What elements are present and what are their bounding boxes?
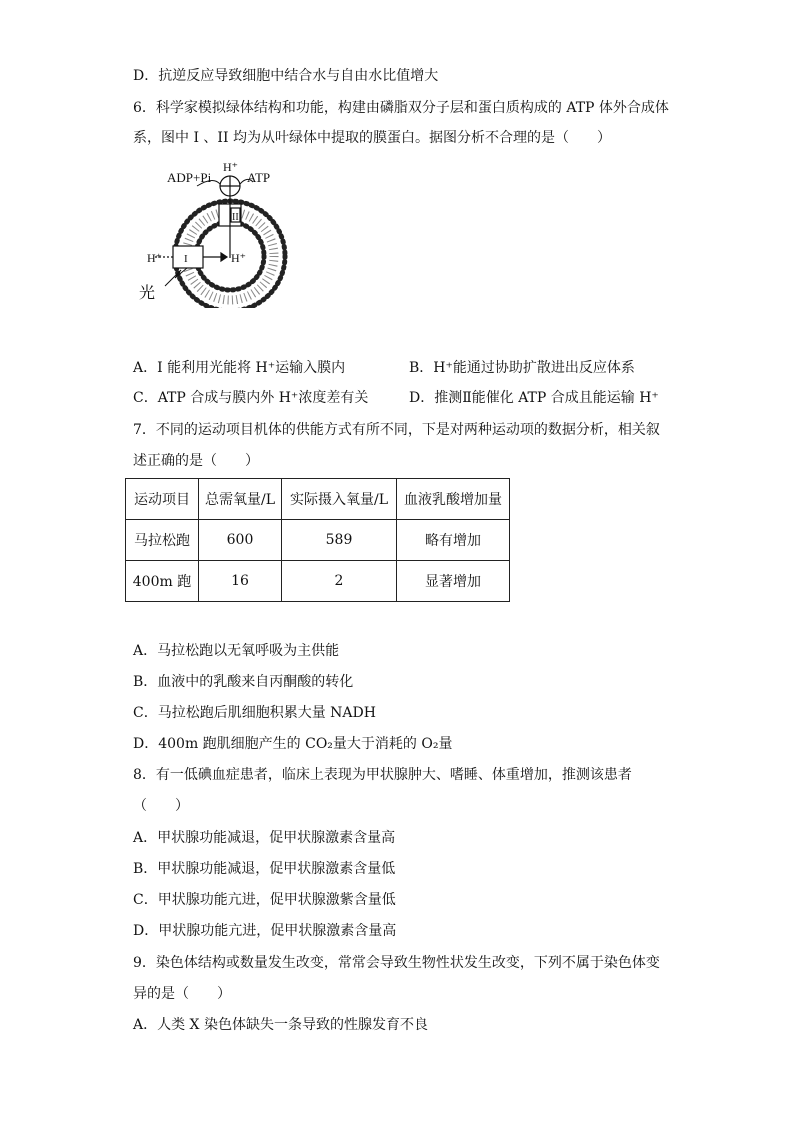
q6-options-row1	[133, 358, 663, 378]
membrane-diagram	[135, 158, 295, 308]
table-header-row	[126, 479, 510, 520]
label-atp: ATP	[247, 170, 271, 185]
q9-stem-line1: 9．染色体结构或数量发生改变，常常会导致生物性状发生改变，下列不属于染色体变	[133, 955, 660, 971]
q6-stem-line2: 系，图中 I 、II 均为从叶绿体中提取的膜蛋白。据图分析不合理的是（ ）	[133, 130, 611, 146]
q8-stem-line1: 8．有一低碘血症患者，临床上表现为甲状腺肿大、嗜睡、体重增加，推测该患者	[133, 767, 632, 783]
table-cell: 略有增加	[397, 520, 510, 561]
q8-option-d: D．甲状腺功能亢进，促甲状腺激素含量高	[133, 923, 397, 939]
table-cell: 马拉松跑	[126, 520, 199, 561]
label-light: 光	[139, 285, 156, 302]
label-protein-2: II	[232, 212, 239, 223]
label-adp-pi: ADP+Pi	[167, 170, 212, 185]
q9-option-a: A．人类 X 染色体缺失一条导致的性腺发育不良	[133, 1017, 428, 1033]
table-header-cell: 运动项目	[126, 479, 199, 520]
label-h-center: H⁺	[231, 251, 246, 265]
label-protein-1: I	[184, 253, 188, 265]
q8-option-b: B．甲状腺功能减退，促甲状腺激素含量低	[133, 861, 396, 877]
protein-i	[155, 246, 227, 268]
q7-stem-line1: 7．不同的运动项目机体的供能方式有所不同，下是对两种运动项的数据分析，相关叙	[133, 422, 660, 438]
table-header-cell: 实际摄入氧量/L	[282, 479, 397, 520]
q9-stem-line2: 异的是（ ）	[133, 986, 231, 1002]
q8-option-c: C．甲状腺功能亢进，促甲状腺激紫含量低	[133, 892, 396, 908]
q6-option-a: A．I 能利用光能将 H⁺运输入膜内	[133, 360, 346, 376]
q6-option-b: B．H⁺能通过协助扩散进出反应体系	[409, 360, 635, 376]
q8-option-a: A．甲状腺功能减退，促甲状腺激素含量高	[133, 830, 396, 846]
label-h-top: H⁺	[223, 160, 238, 174]
table-cell: 589	[282, 520, 397, 561]
q7-option-b: B．血液中的乳酸来自丙酮酸的转化	[133, 674, 354, 690]
table-header-cell: 血液乳酸增加量	[397, 479, 510, 520]
label-h-left: H⁺	[147, 251, 162, 265]
q8-stem-line2: （ ）	[133, 798, 189, 814]
q7-stem-line2: 述正确的是（ ）	[133, 453, 259, 469]
q6-option-c: C．ATP 合成与膜内外 H⁺浓度差有关	[133, 390, 369, 406]
table-row	[126, 561, 510, 602]
table-cell: 400m 跑	[126, 561, 199, 602]
table-row	[126, 520, 510, 561]
table-header-cell: 总需氧量/L	[199, 479, 282, 520]
q7-option-d: D．400m 跑肌细胞产生的 CO₂量大于消耗的 O₂量	[133, 736, 453, 752]
membrane-diagram-svg	[135, 158, 295, 308]
q6-option-d: D．推测Ⅱ能催化 ATP 合成且能运输 H⁺	[409, 390, 659, 406]
table-cell: 显著增加	[397, 561, 510, 602]
table-cell: 2	[282, 561, 397, 602]
q7-option-c: C．马拉松跑后肌细胞积累大量 NADH	[133, 705, 376, 721]
exercise-data-table	[125, 478, 510, 602]
table-cell: 600	[199, 520, 282, 561]
q5-option-d: D．抗逆反应导致细胞中结合水与自由水比值增大	[133, 68, 439, 84]
q6-stem-line1: 6．科学家模拟绿体结构和功能，构建由磷脂双分子层和蛋白质构成的 ATP 体外合成体	[133, 100, 669, 116]
table-cell: 16	[199, 561, 282, 602]
q6-options-row2	[133, 388, 663, 408]
q7-option-a: A．马拉松跑以无氧呼吸为主供能	[133, 643, 340, 659]
